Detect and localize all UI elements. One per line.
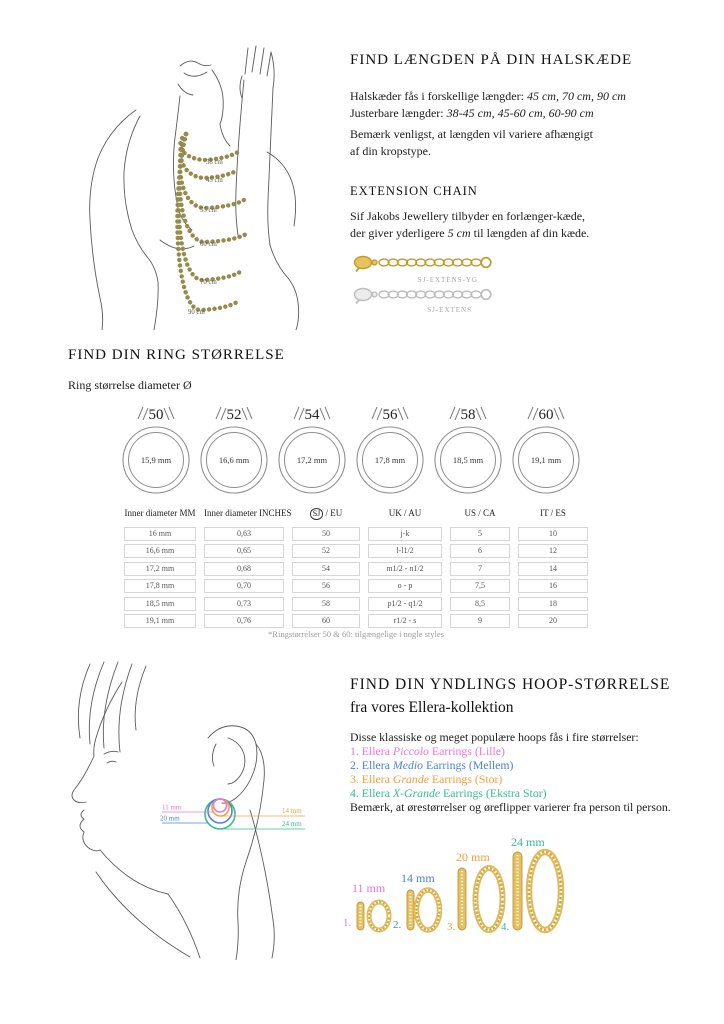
table-cell: r1/2 - s <box>368 614 442 628</box>
silver-chain-sku: SJ-EXTENS <box>427 306 472 314</box>
necklace-length-illustration <box>80 40 340 330</box>
ring-size-number: 50 <box>148 407 164 423</box>
hoop-size-label-20mm: 20 mm <box>456 850 490 864</box>
table-cell: 19,1 mm <box>124 614 196 628</box>
ring-size-number: 58 <box>460 407 476 423</box>
hoop-number-2: 2. <box>393 919 402 931</box>
sj-logo-badge: SJ <box>310 508 324 520</box>
necklace-length-label: 90 cm <box>188 309 205 316</box>
table-cell: 12 <box>518 544 588 558</box>
table-cell: 0,63 <box>204 527 284 541</box>
table-cell: 16 <box>518 579 588 593</box>
hoop-style-item: 2. Ellera Medio Earrings (Mellem) <box>350 758 514 772</box>
ring-diagram <box>195 402 273 498</box>
ring-size-table <box>124 506 588 628</box>
extension-chain-title: EXTENSION CHAIN <box>350 184 478 198</box>
table-cell: j-k <box>368 527 442 541</box>
hoop-section-title-line2: fra vores Ellera-kollektion <box>350 699 514 716</box>
necklace-length-label: 55 cm <box>200 207 217 214</box>
table-cell: 7,5 <box>450 579 510 593</box>
ring-section-subtitle: Ring størrelse diameter Ø <box>68 378 192 392</box>
table-cell: 7 <box>450 562 510 576</box>
lengths-value: 45 cm, 70 cm, 90 cm <box>526 89 626 103</box>
table-header-mm: Inner diameter MM <box>124 508 196 518</box>
hoop-circle-24mm <box>205 799 235 829</box>
table-header-uk: UK / AU <box>388 508 422 518</box>
necklace-length-label: 60 cm <box>200 241 217 248</box>
extension-chain-text: Sif Jakobs Jewellery tilbyder en forlænger-kæde, der giver yderligere 5 cm til længden af din kæde. <box>350 209 590 240</box>
table-cell: 18 <box>518 597 588 611</box>
table-cell: 18,5 mm <box>124 597 196 611</box>
hoop-style-list <box>350 744 710 800</box>
hoop-circle-11mm <box>214 799 227 812</box>
table-cell: 6 <box>450 544 510 558</box>
ring-size-number: 52 <box>226 407 242 423</box>
table-cell: 58 <box>292 597 360 611</box>
table-cell: 0,65 <box>204 544 284 558</box>
table-cell: 5 <box>450 527 510 541</box>
table-cell: 17,2 mm <box>124 562 196 576</box>
table-cell: 0,76 <box>204 614 284 628</box>
table-cell: 20 <box>518 614 588 628</box>
table-header-us: US / CA <box>464 508 496 518</box>
lengths-label: Halskæder fås i forskellige længder: <box>350 89 527 103</box>
ring-diagram <box>273 402 351 498</box>
table-header-it: IT / ES <box>540 508 566 518</box>
ear-label-11mm: 11 mm <box>162 803 182 812</box>
gold-chain-sku: SJ-EXTENS-YG <box>417 276 478 284</box>
table-header-sj-eu: SJ / EU <box>292 506 360 523</box>
hoop-number-1: 1. <box>343 917 352 929</box>
hoop-style-item: 3. Ellera Grande Earrings (Stor) <box>350 772 503 786</box>
silver-extension-chain-image <box>350 285 495 305</box>
ring-diameter-value: 17,2 mm <box>296 455 328 465</box>
hoop-number-3: 3. <box>447 921 456 933</box>
ring-size-number: 60 <box>538 407 554 423</box>
adjustable-value: 38-45 cm, 45-60 cm, 60-90 cm <box>446 106 594 120</box>
necklace-note: Bemærk venligst, at længden vil variere afhængigt af din kropstype. <box>350 127 593 158</box>
ring-diagram <box>507 402 585 498</box>
ring-diameter-value: 19,1 mm <box>530 455 562 465</box>
table-cell: p1/2 - q1/2 <box>368 597 442 611</box>
table-cell: 9 <box>450 614 510 628</box>
hoop-intro: Disse klassiske og meget populære hoops fås i fire størrelser: <box>350 730 639 744</box>
ear-hoop-illustration <box>60 660 340 960</box>
hoop-section-title-line1: FIND DIN YNDLINGS HOOP-STØRRELSE <box>350 676 671 693</box>
adjustable-label: Justerbare længder: <box>350 106 447 120</box>
table-cell: 50 <box>292 527 360 541</box>
table-cell: 54 <box>292 562 360 576</box>
ring-section-title: FIND DIN RING STØRRELSE <box>68 347 285 363</box>
table-cell: o - p <box>368 579 442 593</box>
ring-size-number: 56 <box>382 407 398 423</box>
table-cell: 16,6 mm <box>124 544 196 558</box>
ear-label-20mm: 20 mm <box>160 814 180 823</box>
table-cell: 52 <box>292 544 360 558</box>
hoop-style-item: 4. Ellera X-Grande Earrings (Ekstra Stor) <box>350 786 547 800</box>
ear-label-14mm: 14 mm <box>282 807 302 815</box>
table-cell: 56 <box>292 579 360 593</box>
necklace-length-label: 45 cm <box>206 177 223 184</box>
table-cell: 10 <box>518 527 588 541</box>
gold-extension-chain-image <box>350 253 495 273</box>
ring-diameter-value: 18,5 mm <box>452 455 484 465</box>
ring-diameter-value: 16,6 mm <box>218 455 250 465</box>
table-cell: 0,73 <box>204 597 284 611</box>
necklace-section-title: FIND LÆNGDEN PÅ DIN HALSKÆDE <box>350 52 633 68</box>
ring-diagram <box>351 402 429 498</box>
table-cell: 17,8 mm <box>124 579 196 593</box>
ring-diagram <box>117 402 195 498</box>
ring-size-number: 54 <box>304 407 320 423</box>
necklace-lengths-text <box>350 88 690 122</box>
table-cell: 0,68 <box>204 562 284 576</box>
table-cell: 60 <box>292 614 360 628</box>
ring-diagram <box>429 402 507 498</box>
hoop-size-label-24mm: 24 mm <box>511 835 545 849</box>
ear-label-24mm: 24 mm <box>282 820 302 828</box>
hoop-size-label-14mm: 14 mm <box>401 871 435 885</box>
necklace-length-label: 38 cm <box>206 159 223 166</box>
table-cell: l-l1/2 <box>368 544 442 558</box>
table-cell: m1/2 - n1/2 <box>368 562 442 576</box>
ring-diameter-value: 17,8 mm <box>374 455 406 465</box>
table-cell: 8,5 <box>450 597 510 611</box>
ring-diameter-value: 15,9 mm <box>140 455 172 465</box>
table-cell: 0,70 <box>204 579 284 593</box>
table-header-inches: Inner diameter INCHES <box>204 508 292 518</box>
hoop-style-item: 1. Ellera Piccolo Earrings (Lille) <box>350 744 505 758</box>
necklace-length-label: 70 cm <box>200 279 217 286</box>
table-cell: 14 <box>518 562 588 576</box>
ring-table-footnote: *Ringstørrelser 50 & 60: tilgængelige i nogle styles <box>268 629 444 639</box>
hoop-size-label-11mm: 11 mm <box>352 881 386 895</box>
table-cell: 16 mm <box>124 527 196 541</box>
hoop-note: Bemærk, at ørestørrelser og øreflipper varierer fra person til person. <box>350 800 671 814</box>
hoop-number-4: 4. <box>501 921 510 933</box>
ring-diagram-row <box>117 402 585 502</box>
